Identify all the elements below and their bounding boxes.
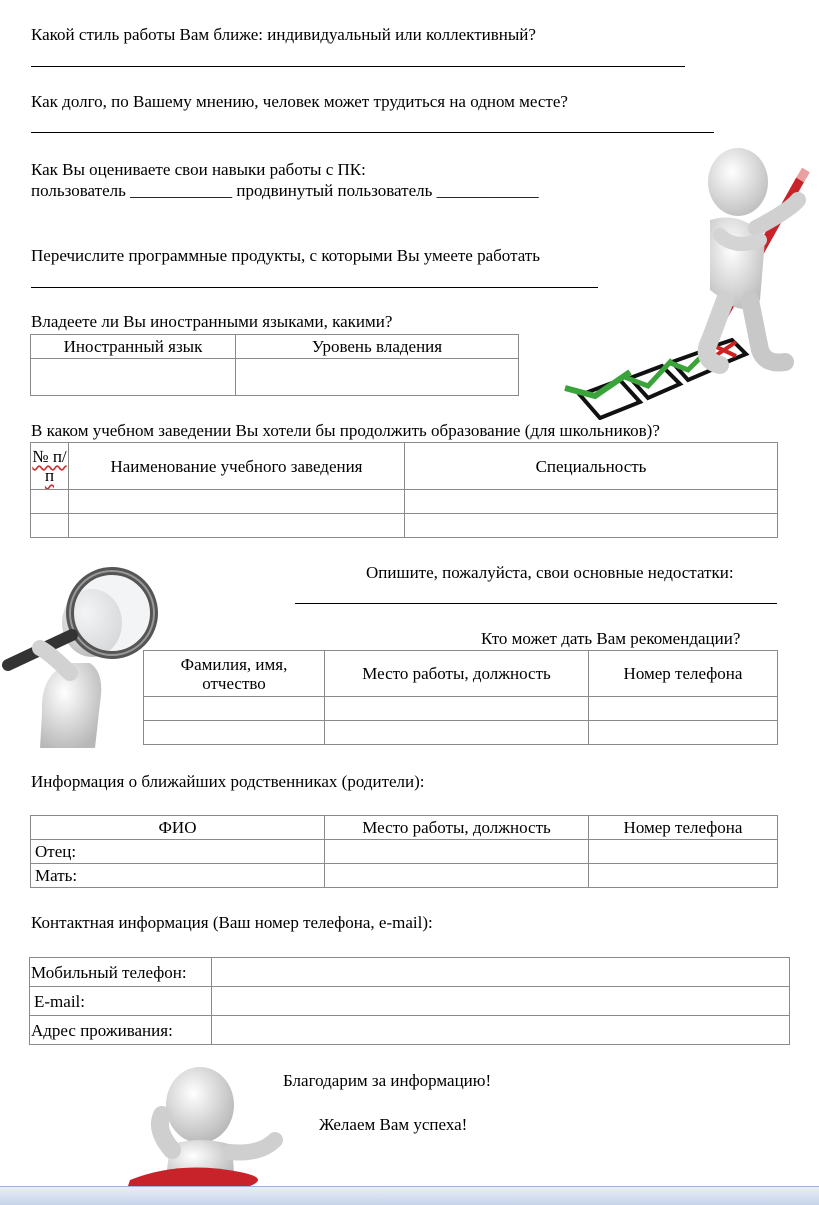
input-email[interactable]: [212, 987, 790, 1016]
closing-thanks: Благодарим за информацию!: [283, 1071, 492, 1090]
label-address: Адрес проживания:: [30, 1016, 212, 1045]
cell-full-name[interactable]: [144, 721, 325, 745]
window-status-bar: [0, 1186, 819, 1205]
header-level: Уровень владения: [236, 335, 519, 359]
answer-line[interactable]: [31, 287, 598, 288]
cell-level[interactable]: [236, 359, 519, 396]
references-table: [143, 650, 778, 745]
label-email: E-mail:: [30, 987, 212, 1016]
answer-line[interactable]: [31, 66, 685, 67]
header-workplace: Место работы, должность: [325, 651, 589, 697]
checkbox-icons: [565, 340, 746, 418]
cell-phone[interactable]: [589, 697, 778, 721]
question-references: Кто может дать Вам рекомендации?: [481, 629, 741, 648]
relatives-table: [30, 815, 778, 888]
cell-workplace[interactable]: [325, 721, 589, 745]
input-address[interactable]: [212, 1016, 790, 1045]
question-pc-skills: Как Вы оцениваете свои навыки работы с ПК:: [31, 160, 366, 179]
contacts-table: [29, 957, 790, 1045]
question-work-style: Какой стиль работы Вам ближе: индивидуальный или коллективный?: [31, 25, 536, 44]
cell-workplace[interactable]: [325, 864, 589, 888]
header-phone: Номер телефона: [589, 651, 778, 697]
cell-specialty[interactable]: [405, 514, 778, 538]
education-table: [30, 442, 778, 538]
cell-institution[interactable]: [69, 490, 405, 514]
cheering-man-illustration: [120, 1060, 290, 1186]
header-fio: ФИО: [31, 816, 325, 840]
closing-wish: Желаем Вам успеха!: [319, 1115, 468, 1134]
header-workplace: Место работы, должность: [325, 816, 589, 840]
row-label-father: Отец:: [31, 840, 325, 864]
header-full-name: Фамилия, имя, отчество: [144, 651, 325, 697]
row-label-mother: Мать:: [31, 864, 325, 888]
header-phone: Номер телефона: [589, 816, 778, 840]
label-mobile-phone: Мобильный телефон:: [30, 958, 212, 987]
header-institution: Наименование учебного заведения: [69, 443, 405, 490]
languages-table: [30, 334, 519, 396]
cell-workplace[interactable]: [325, 840, 589, 864]
cell-phone[interactable]: [589, 840, 778, 864]
cell-workplace[interactable]: [325, 697, 589, 721]
question-drawbacks: Опишите, пожалуйста, свои основные недостатки:: [366, 563, 734, 582]
question-relatives: Информация о ближайших родственниках (родители):: [31, 772, 425, 791]
pencil-man-illustration: [560, 140, 819, 420]
answer-line[interactable]: [295, 603, 777, 604]
question-education: В каком учебном заведении Вы хотели бы продолжить образование (для школьников)?: [31, 421, 660, 440]
cell-phone[interactable]: [589, 864, 778, 888]
input-mobile-phone[interactable]: [212, 958, 790, 987]
question-languages: Владеете ли Вы иностранными языками, какими?: [31, 312, 393, 331]
question-contacts: Контактная информация (Ваш номер телефона, e-mail):: [31, 913, 433, 932]
answer-line[interactable]: [31, 132, 714, 133]
cell-number[interactable]: [31, 514, 69, 538]
cell-full-name[interactable]: [144, 697, 325, 721]
pc-skill-levels[interactable]: пользователь ____________ продвинутый пользователь ____________: [31, 181, 539, 200]
header-number: № п/п: [31, 443, 69, 490]
cell-institution[interactable]: [69, 514, 405, 538]
question-duration: Как долго, по Вашему мнению, человек может трудиться на одном месте?: [31, 92, 568, 111]
header-specialty: Специальность: [405, 443, 778, 490]
header-language: Иностранный язык: [31, 335, 236, 359]
cell-phone[interactable]: [589, 721, 778, 745]
question-software: Перечислите программные продукты, с которыми Вы умеете работать: [31, 246, 540, 265]
cell-language[interactable]: [31, 359, 236, 396]
cell-number[interactable]: [31, 490, 69, 514]
ribbon-icon: [128, 1168, 258, 1187]
cell-specialty[interactable]: [405, 490, 778, 514]
figure-head: [708, 148, 768, 216]
